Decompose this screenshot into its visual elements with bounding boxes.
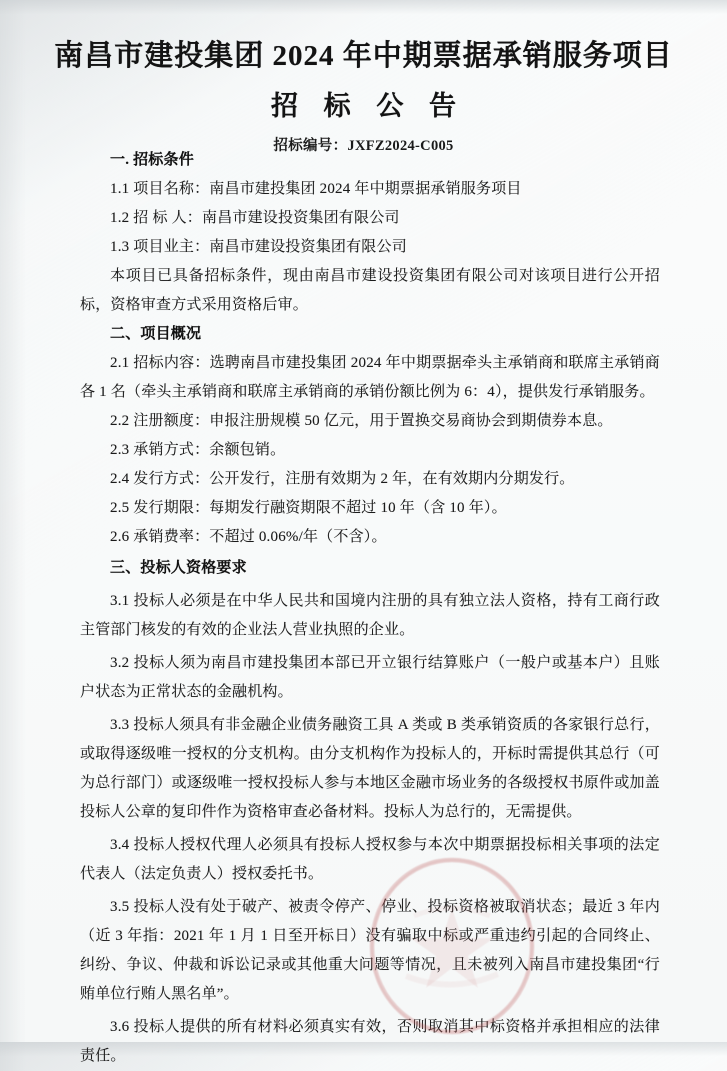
section-heading: 一. 招标条件 [110,152,194,168]
paragraph: 本项目已具备招标条件，现由南昌市建设投资集团有限公司对该项目进行公开招标，资格审查方式采用资格后审。 [80,268,660,313]
paragraph: 2.4 发行方式：公开发行，注册有效期为 2 年，在有效期内分期发行。 [110,471,575,487]
paragraph: 3.5 投标人没有处于破产、被责令停产、停业、投标资格被取消状态；最近 3 年内（近 3 年指：2021 年 1 月 1 日至开标日）没有骗取中标或严重违约引起的合同终止、纠纷、争议、仲裁和诉讼记录或其他重大问题等情况，且未被列入南昌市建投集团“行贿单位行贿人黑名单”。 [80,899,660,1002]
paragraph: 3.3 投标人须具有非金融企业债务融资工具 A 类或 B 类承销资质的各家银行总行，或取得逐级唯一授权的分支机构。由分支机构作为投标人的，开标时需提供其总行（可为总行部门）或逐级唯一授权投标人参与本地区金融市场业务的各级授权书原件或加盖投标人公章的复印件作为资格审查必备材料。投标人为总行的，无需提供。 [80,717,660,820]
paragraph: 3.1 投标人必须是在中华人民共和国境内注册的具有独立法人资格，持有工商行政主管部门核发的有效的企业法人营业执照的企业。 [80,593,660,638]
paragraph: 1.2 招 标 人：南昌市建设投资集团有限公司 [110,210,400,226]
paragraph: 3.2 投标人须为南昌市建投集团本部已开立银行结算账户（一般户或基本户）且账户状态为正常状态的金融机构。 [80,655,660,700]
paragraph: 2.3 承销方式：余额包销。 [110,442,286,458]
tender-number-label: 招标编号： [273,138,348,154]
document-title-line2 [0,84,727,123]
document-body [80,146,660,1071]
section-project-overview [80,320,660,552]
section-bidder-qualifications [80,554,660,1071]
section-heading: 二、项目概况 [110,326,202,342]
document-header [0,0,727,155]
document-title-line2-text: 招标公告 [271,91,482,121]
paragraph: 2.5 发行期限：每期发行融资期限不超过 10 年（含 10 年）。 [110,500,507,516]
paragraph: 3.4 投标人授权代理人必须具有投标人授权参与本次中期票据投标相关事项的法定代表人（法定负责人）授权委托书。 [80,837,660,882]
document-title-line1: 南昌市建投集团 2024 年中期票据承销服务项目 [54,40,673,72]
section-heading: 三、投标人资格要求 [110,560,247,576]
paragraph: 1.1 项目名称：南昌市建投集团 2024 年中期票据承销服务项目 [110,181,522,197]
paragraph: 2.6 承销费率：不超过 0.06%/年（不含）。 [110,529,387,545]
paragraph: 2.2 注册额度：申报注册规模 50 亿元，用于置换交易商协会到期债券本息。 [110,413,613,429]
paragraph: 1.3 项目业主：南昌市建设投资集团有限公司 [110,239,407,255]
paragraph: 3.6 投标人提供的所有材料必须真实有效，否则取消其中标资格并承担相应的法律责任。 [80,1019,660,1064]
section-tender-conditions [80,146,660,320]
paragraph: 2.1 招标内容：选聘南昌市建投集团 2024 年中期票据牵头主承销商和联席主承销商各 1 名（牵头主承销商和联席主承销商的承销份额比例为 6：4），提供发行承销服务。 [80,355,660,400]
tender-number-value: JXFZ2024-C005 [347,138,454,154]
